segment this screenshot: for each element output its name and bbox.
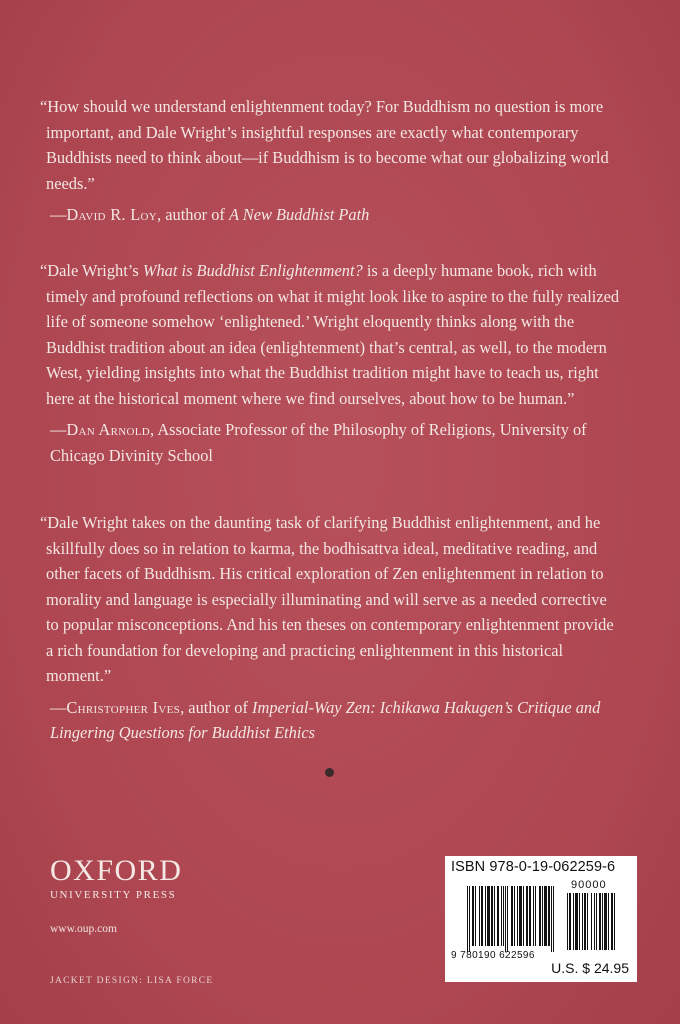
- blurb-attribution: —David R. Loy, author of A New Buddhist Path: [50, 205, 370, 224]
- price: U.S. $ 24.95: [551, 960, 629, 976]
- blurb-ives: [40, 510, 620, 746]
- blurb-text: “Dale Wright’s What is Buddhist Enlightenment? is a deeply humane book, rich with timely and profound reflections on what it might look like to aspire to the fully realized life of someone somehow ‘enlightened.’ Wright eloquently thinks along with the Buddhist tradition about an idea (enlightenment) that’s central, as well, to the modern West, yielding insights into what the Buddhist tradition might have to teach us, right here at the historical moment where we find ourselves, about how to be human.”: [40, 261, 620, 408]
- blurb-arnold: [40, 258, 620, 468]
- isbn-number: ISBN 978-0-19-062259-6: [451, 859, 616, 875]
- ornament-dot: [325, 768, 334, 777]
- barcode-supplement-number: 90000: [571, 879, 607, 891]
- ean-digits: 9 780190 622596: [451, 950, 535, 961]
- jacket-design-credit: JACKET DESIGN: LISA FORCE: [50, 976, 214, 986]
- attribution-work: Imperial-Way Zen: Ichikawa Hakugen’s Critique and Lingering Questions for Buddhist Ethics: [50, 697, 601, 742]
- publisher-logo: [50, 856, 250, 935]
- isbn-barcode: [445, 856, 637, 982]
- blurb-loy: [40, 94, 620, 228]
- blurb-attribution: —Christopher Ives, author of Imperial-Way Zen: Ichikawa Hakugen’s Critique and Lingering Questions for Buddhist Ethics: [50, 697, 601, 742]
- book-title: What is Buddhist Enlightenment?: [142, 261, 363, 280]
- ean-barcode-bars: [467, 886, 562, 952]
- attribution-work: A New Buddhist Path: [228, 205, 370, 224]
- attribution-name: Christopher Ives: [66, 697, 181, 717]
- blurb-text: “How should we understand enlightenment today? For Buddhism no question is more important, and Dale Wright’s insightful responses are exactly what contemporary Buddhists need to think about—if Buddhism is to become what our globalizing world needs.”: [40, 97, 609, 193]
- blurb-text: “Dale Wright takes on the daunting task of clarifying Buddhist enlightenment, and he skillfully does so in relation to karma, the bodhisattva ideal, meditative reading, and other facets of Buddhism. His critical exploration of Zen enlightenment in relation to morality and language is especially illuminating and will serve as a needed corrective to popular misconceptions. And his ten theses on contemporary enlightenment provide a rich foundation for developing and practicing enlightenment in this historical moment.”: [40, 513, 614, 685]
- publisher-website: www.oup.com: [50, 923, 117, 935]
- publisher-subname: UNIVERSITY PRESS: [50, 889, 177, 901]
- blurb-attribution: —Dan Arnold, Associate Professor of the Philosophy of Religions, University of Chicago Divinity School: [50, 420, 587, 465]
- attribution-name: David R. Loy: [66, 205, 158, 224]
- supplement-barcode-bars: [567, 893, 627, 950]
- publisher-name: OXFORD: [50, 854, 183, 887]
- attribution-name: Dan Arnold: [66, 420, 151, 439]
